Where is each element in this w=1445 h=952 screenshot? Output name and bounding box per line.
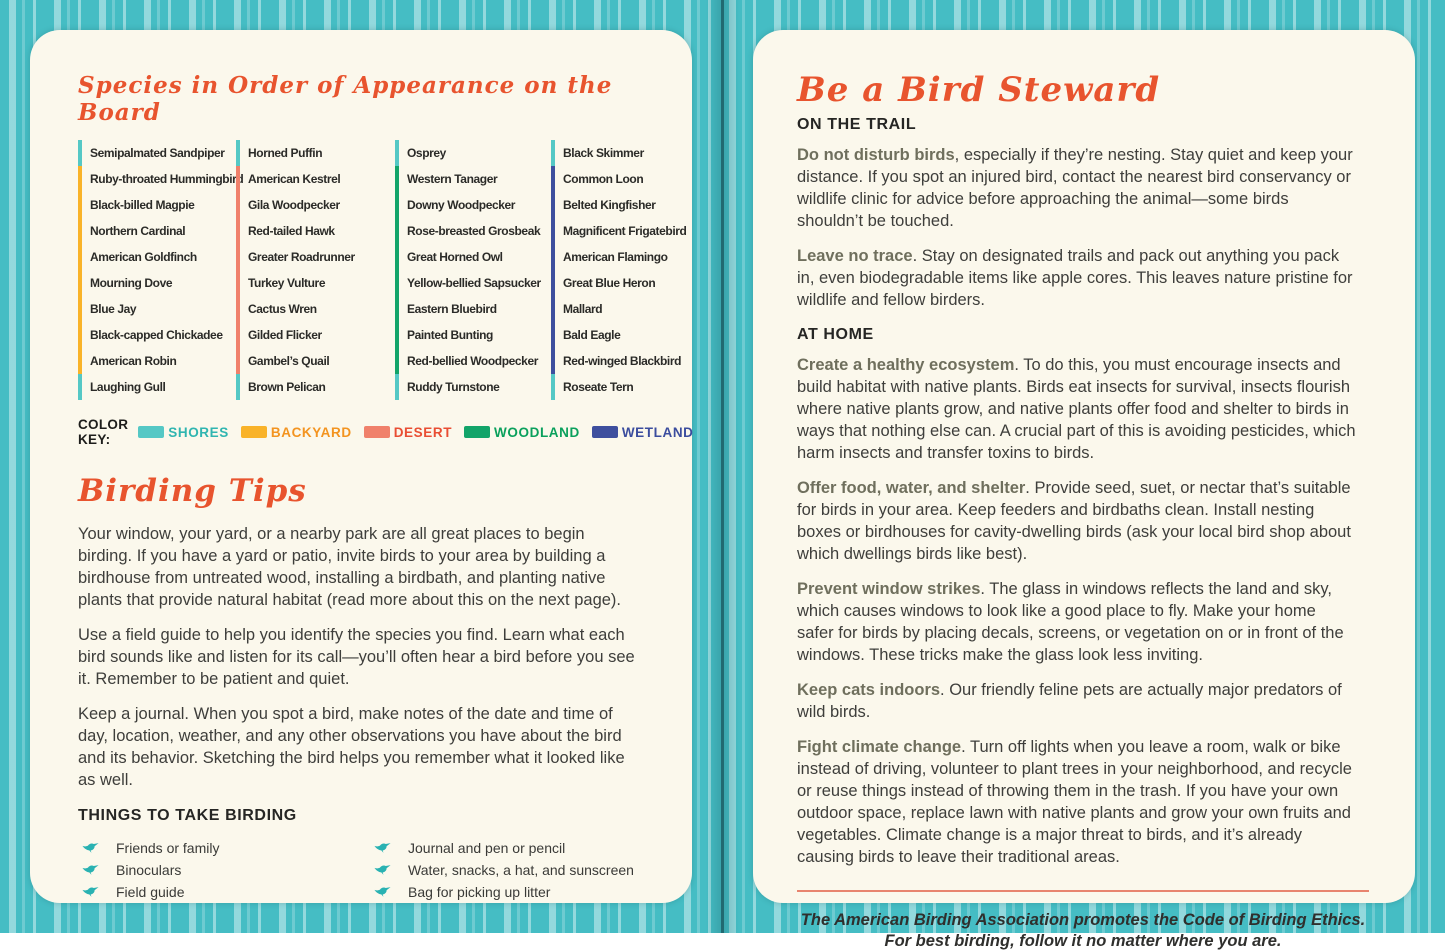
- species-item: Gilded Flicker: [236, 322, 395, 348]
- species-item: Gila Woodpecker: [236, 192, 395, 218]
- color-key-entry-woodland: [464, 425, 580, 440]
- species-item: Brown Pelican: [236, 374, 395, 400]
- paragraph-lead: Create a healthy ecosystem: [797, 356, 1015, 374]
- bird-bullet-icon: [374, 864, 391, 876]
- species-item: Osprey: [395, 140, 551, 166]
- backyard-swatch: [241, 426, 267, 438]
- species-list-title: Species in Order of Appearance on the Board: [78, 72, 613, 126]
- shores-swatch: [138, 426, 164, 438]
- species-item: American Flamingo: [551, 244, 686, 270]
- bird-bullet-icon: [82, 886, 99, 898]
- footer-divider: [797, 890, 1369, 892]
- birding-tips-paragraph-3: Keep a journal. When you spot a bird, make notes of the date and time of day, location, weather, and any other observations you have about the bird and its behavior. Sketching the bird helps you remember what it looked like as well.: [78, 705, 625, 789]
- list-item-label: Field guide: [116, 884, 185, 900]
- species-item: Roseate Tern: [551, 374, 686, 400]
- paragraph-lead: Leave no trace: [797, 247, 913, 265]
- color-key-entry-wetland: [592, 425, 694, 440]
- color-key-entry-shores: [138, 425, 229, 440]
- paragraph-text: . Turn off lights when you leave a room, walk or bike instead of driving, volunteer to plant trees in your neighborhood, and recycle or reuse things instead of throwing them in the trash. If you have your own outdoor space, replace lawn with native plants and grow your own fruits and vegetables. Climate change is a major threat to birds, and it’s already causing birds to leave their traditional areas.: [797, 738, 1352, 866]
- species-item: Great Horned Owl: [395, 244, 551, 270]
- desert-label: DESERT: [393, 424, 453, 440]
- trail-paragraph-2: [797, 245, 1357, 311]
- woodland-label: WOODLAND: [494, 424, 580, 440]
- birding-tips-title: Birding Tips: [78, 473, 307, 509]
- birding-tips-paragraph-1: Your window, your yard, or a nearby park are all great places to begin birding. If you have a yard or patio, invite birds to your area by building a birdhouse from untreated wood, installing a birdbath, and planting native plants that provide natural habitat (read more about this on the next page).: [78, 525, 622, 609]
- paragraph-text: . The glass in windows reflects the land and sky, which causes windows to look like a good place to fly. Make your home safer for birds by placing decals, screens, or vegetation on or in front of the windows. These tricks make the glass look less inviting.: [797, 580, 1344, 664]
- right-page: [753, 30, 1415, 950]
- things-to-take-heading: THINGS TO TAKE BIRDING: [78, 807, 297, 824]
- list-item: [82, 837, 374, 859]
- species-item: American Goldfinch: [78, 244, 236, 270]
- species-item: Blue Jay: [78, 296, 236, 322]
- left-page: [30, 30, 692, 903]
- species-item: Cactus Wren: [236, 296, 395, 322]
- species-item: Greater Roadrunner: [236, 244, 395, 270]
- paragraph-lead: Offer food, water, and shelter: [797, 479, 1026, 497]
- ethics-note-line-2: For best birding, follow it no matter where you are.: [884, 932, 1282, 950]
- species-item: Ruby-throated Hummingbird: [78, 166, 236, 192]
- species-item: Painted Bunting: [395, 322, 551, 348]
- species-item: Belted Kingfisher: [551, 192, 686, 218]
- on-the-trail-heading: ON THE TRAIL: [797, 116, 917, 133]
- birding-ethics-note: [797, 910, 1369, 952]
- species-item: Bald Eagle: [551, 322, 686, 348]
- species-item: Eastern Bluebird: [395, 296, 551, 322]
- species-item: Laughing Gull: [78, 374, 236, 400]
- species-item: Red-bellied Woodpecker: [395, 348, 551, 374]
- at-home-heading: AT HOME: [797, 326, 874, 343]
- home-paragraph-4: [797, 679, 1357, 723]
- species-item: Horned Puffin: [236, 140, 395, 166]
- list-item-label: Friends or family: [116, 840, 220, 856]
- paragraph-text: , especially if they’re nesting. Stay quiet and keep your distance. If you spot an injured bird, contact the nearest bird conservancy or wildlife clinic for advice before approaching the animal—some birds shouldn’t be touched.: [797, 146, 1353, 230]
- species-item: American Robin: [78, 348, 236, 374]
- paragraph-lead: Keep cats indoors: [797, 681, 941, 699]
- shores-label: SHORES: [168, 424, 229, 440]
- home-paragraph-1: [797, 354, 1357, 464]
- home-paragraph-2: [797, 477, 1357, 565]
- species-item: Downy Woodpecker: [395, 192, 551, 218]
- color-key-entry-backyard: [241, 425, 352, 440]
- species-item: Red-tailed Hawk: [236, 218, 395, 244]
- list-item-label: Water, snacks, a hat, and sunscreen: [408, 862, 634, 878]
- species-item: Red-winged Blackbird: [551, 348, 686, 374]
- paragraph-text: . Provide seed, suet, or nectar that’s suitable for birds in your area. Keep feeders and birdbaths clean. Install nesting boxes or birdhouses for cavity-dwelling birds (ask your local bird shop about which dwellings birds like best).: [797, 479, 1351, 563]
- home-paragraph-5: [797, 736, 1357, 868]
- species-item: Ruddy Turnstone: [395, 374, 551, 400]
- species-item: Black-billed Magpie: [78, 192, 236, 218]
- paragraph-lead: Fight climate change: [797, 738, 962, 756]
- paragraph-lead: Do not disturb birds: [797, 146, 955, 164]
- bird-steward-title: Be a Bird Steward: [797, 70, 1161, 110]
- list-item: [82, 859, 374, 881]
- species-item: Gambel’s Quail: [236, 348, 395, 374]
- wetland-label: WETLAND: [621, 424, 694, 440]
- species-item: Black-capped Chickadee: [78, 322, 236, 348]
- color-key-title: COLOR KEY:: [78, 417, 129, 447]
- list-item-label: Journal and pen or pencil: [408, 840, 566, 856]
- bird-bullet-icon: [82, 864, 99, 876]
- home-paragraph-3: [797, 578, 1357, 666]
- bird-bullet-icon: [82, 842, 99, 854]
- species-item: Great Blue Heron: [551, 270, 686, 296]
- species-item: Northern Cardinal: [78, 218, 236, 244]
- species-item: Black Skimmer: [551, 140, 686, 166]
- species-item: Common Loon: [551, 166, 686, 192]
- things-to-take-list: [82, 837, 644, 903]
- desert-swatch: [364, 426, 390, 438]
- paragraph-text: . Our friendly feline pets are actually major predators of wild birds.: [797, 681, 1342, 721]
- list-item: [374, 837, 644, 859]
- species-item: American Kestrel: [236, 166, 395, 192]
- species-column-3: [395, 140, 551, 400]
- species-grid: [78, 140, 687, 400]
- paragraph-text: . To do this, you must encourage insects and build habitat with native plants. Birds eat insects for survival, insects flourish where native plants grow, and native plants offer food and shelter to birds in ways that nothing else can. A crucial part of this is avoiding pesticides, which harm insects and transfer toxins to birds.: [797, 356, 1356, 462]
- species-item: Western Tanager: [395, 166, 551, 192]
- bird-bullet-icon: [374, 842, 391, 854]
- color-key-entry-desert: [364, 425, 452, 440]
- backyard-label: BACKYARD: [270, 424, 352, 440]
- species-item: Mallard: [551, 296, 686, 322]
- paragraph-text: . Stay on designated trails and pack out anything you pack in, even biodegradable items like apple cores. This leaves nature pristine for wildlife and fellow birders.: [797, 247, 1353, 309]
- list-item-label: Bag for picking up litter: [408, 884, 551, 900]
- color-key: [78, 417, 694, 447]
- trail-paragraph-1: [797, 144, 1357, 232]
- species-item: Mourning Dove: [78, 270, 236, 296]
- species-item: Yellow-bellied Sapsucker: [395, 270, 551, 296]
- species-column-1: [78, 140, 244, 400]
- wetland-swatch: [592, 426, 618, 438]
- woodland-swatch: [464, 426, 490, 438]
- bird-bullet-icon: [374, 886, 391, 898]
- list-item-label: Binoculars: [116, 862, 182, 878]
- species-column-4: [551, 140, 686, 400]
- page-gutter-line: [721, 0, 724, 933]
- species-item: Semipalmated Sandpiper: [78, 140, 236, 166]
- ethics-note-line-1: The American Birding Association promotes the Code of Birding Ethics.: [800, 911, 1366, 929]
- species-item: Rose-breasted Grosbeak: [395, 218, 551, 244]
- list-item: [374, 881, 644, 903]
- species-item: Magnificent Frigatebird: [551, 218, 686, 244]
- species-column-2: [236, 140, 395, 400]
- list-item: [374, 859, 644, 881]
- list-item: [82, 881, 374, 903]
- birding-tips-paragraph-2: Use a field guide to help you identify the species you find. Learn what each bird sounds like and listen for its call—you’ll often hear a bird before you see it. Remember to be patient and quiet.: [78, 626, 635, 688]
- paragraph-lead: Prevent window strikes: [797, 580, 981, 598]
- species-item: Turkey Vulture: [236, 270, 395, 296]
